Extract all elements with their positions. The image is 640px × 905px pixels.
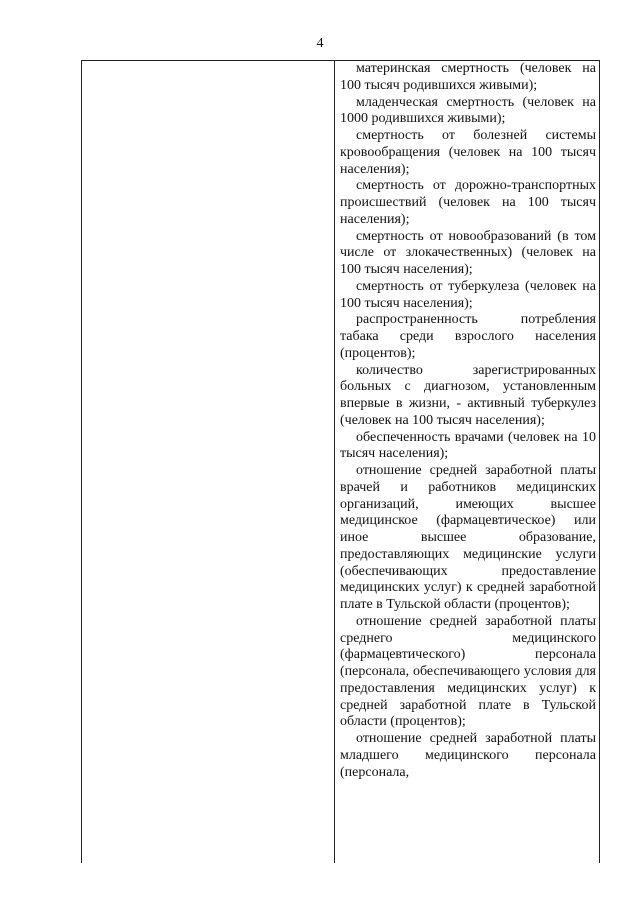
indicator-item: отношение средней заработной платы врачей и работников медицинских организаций, имеющих высшее медицинское (фармацевтическое) или иное высшее образование, предоставляющих медицинские услуги (обеспечивающих предоставление медицинских услуг) к средней заработной плате в Тульской области (процентов); [340,463,596,612]
indicator-item: смертность от дорожно-транспортных происшествий (человек на 100 тысяч населения); [340,178,596,227]
indicator-item: смертность от новообразований (в том числе от злокачественных) (человек на 100 тысяч населения); [340,228,596,277]
page-number: 4 [316,36,324,51]
table-right-cell [340,61,596,781]
indicator-item: отношение средней заработной платы среднего медицинского (фармацевтического) персонала (персонала, обеспечивающего условия для предоставления медицинских услуг) к средней заработной плате в Тульской области (процентов); [340,613,596,730]
indicator-item: количество зарегистрированных больных с диагнозом, установленным впервые в жизни, - активный туберкулез (человек на 100 тысяч населения); [340,362,596,428]
indicator-item: смертность от болезней системы кровообращения (человек на 100 тысяч населения); [340,128,596,177]
indicator-item: отношение средней заработной платы младшего медицинского персонала (персонала, [340,731,596,780]
indicator-item: смертность от туберкулеза (человек на 100 тысяч населения); [340,278,596,311]
indicator-item: материнская смертность (человек на 100 тысяч родившихся живыми); [340,61,596,93]
table-left-cell [82,61,334,863]
indicator-item: обеспеченность врачами (человек на 10 тысяч населения); [340,429,596,462]
indicator-item: младенческая смертность (человек на 1000 родившихся живыми); [340,94,596,127]
indicators-table [81,60,600,863]
column-divider [334,61,335,863]
indicator-item: распространенность потребления табака среди взрослого населения (процентов); [340,312,596,361]
